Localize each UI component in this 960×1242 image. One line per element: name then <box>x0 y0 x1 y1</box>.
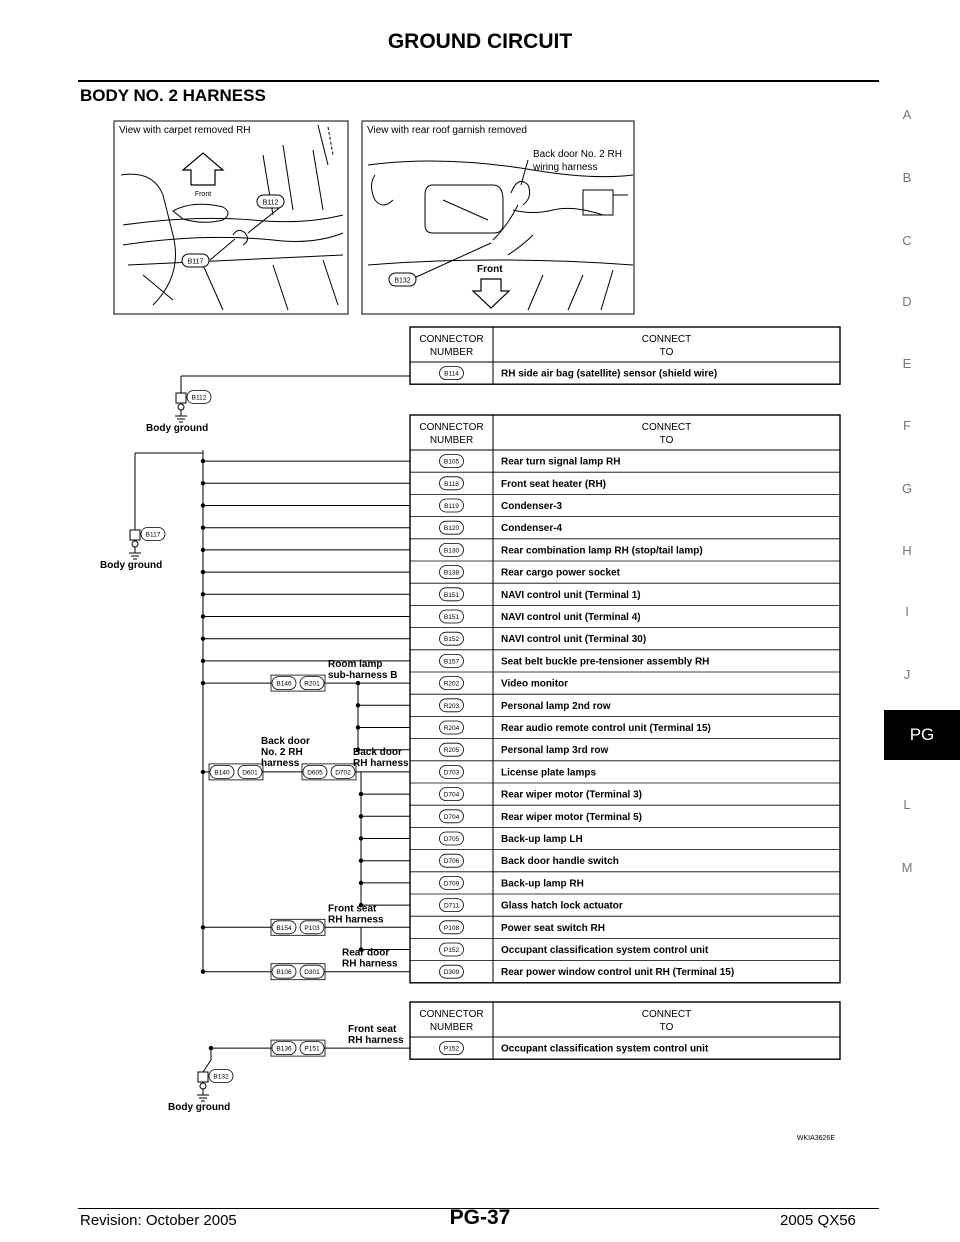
side-index-l[interactable]: L <box>903 797 911 812</box>
connector-label: B151 <box>443 614 460 621</box>
sub-harness-label: RH harness <box>328 914 384 926</box>
roof-garnish-removed-view <box>362 121 634 314</box>
connector-label: D706 <box>443 858 460 866</box>
connector-tag <box>300 1042 324 1055</box>
sub-harness-label: RH harness <box>342 958 398 970</box>
sub-harness-label: Front seat <box>348 1024 397 1036</box>
connector-label: B117 <box>145 531 161 539</box>
connect-to-text: Rear wiper motor (Terminal 5) <box>501 811 642 823</box>
header-connector-number: CONNECTOR <box>419 422 484 433</box>
body-ground-symbol <box>146 391 211 435</box>
connector-label: B140 <box>214 769 230 777</box>
connector-tag <box>238 765 262 778</box>
table-row <box>440 499 563 512</box>
section-tab-pg[interactable] <box>884 710 960 760</box>
figure-code: WKIA3626E <box>796 1135 835 1142</box>
connector-tag <box>440 943 464 956</box>
connector-tag <box>440 566 464 579</box>
table-row <box>440 677 569 690</box>
connector-tag <box>440 610 464 623</box>
right-callout-line1: Back door No. 2 RH <box>533 149 622 160</box>
connector-tag <box>440 899 464 912</box>
sub-harness-label: Front seat <box>328 903 377 915</box>
connector-tag <box>210 765 234 778</box>
connector-tag <box>141 528 165 541</box>
connector-label: B119 <box>444 503 459 510</box>
connector-label: D702 <box>335 769 351 777</box>
ground-label: Body ground <box>146 423 209 434</box>
side-index-j[interactable]: J <box>903 667 911 682</box>
connector-tag <box>440 699 464 712</box>
connector-tag <box>440 832 464 845</box>
header-connect-to: TO <box>659 435 674 446</box>
sub-harness-label: RH harness <box>353 757 409 769</box>
connect-to-text: NAVI control unit (Terminal 1) <box>501 589 641 601</box>
side-index-c[interactable]: C <box>902 233 912 248</box>
connector-tag <box>440 543 464 556</box>
connector-tag <box>440 654 464 667</box>
side-index-e[interactable]: E <box>902 356 912 371</box>
connector-label: D709 <box>443 880 460 888</box>
connect-to-text: Rear wiper motor (Terminal 3) <box>501 789 642 801</box>
revision-text: Revision: October 2005 <box>80 1212 237 1229</box>
connect-to-text: Personal lamp 2nd row <box>501 700 611 712</box>
connect-to-text: NAVI control unit (Terminal 4) <box>501 612 641 623</box>
sub-harness-label: Back door <box>353 746 402 758</box>
side-index-a[interactable]: A <box>902 107 912 122</box>
connector-tables <box>410 327 840 1059</box>
connect-to-text: Glass hatch lock actuator <box>501 900 623 912</box>
page-number: PG-37 <box>449 1206 511 1229</box>
connector-label: B152 <box>443 636 460 644</box>
header-connect-to: CONNECT <box>641 1009 692 1020</box>
connector-tag <box>440 921 464 934</box>
connector-label: D711 <box>443 902 460 910</box>
side-index-f[interactable]: F <box>903 418 911 433</box>
connector-label: R201 <box>304 680 320 688</box>
connector-label: B105 <box>443 458 460 466</box>
table-b132 <box>410 1002 840 1059</box>
connector-tag <box>440 810 464 823</box>
sub-harness-label: No. 2 RH <box>261 746 303 758</box>
right-view-caption: View with rear roof garnish removed <box>367 125 527 136</box>
connect-to-text: Back-up lamp LH <box>501 834 583 845</box>
table-row <box>440 521 563 534</box>
connector-tag <box>272 677 296 690</box>
left-front-label: Front <box>194 191 212 198</box>
table-row <box>440 876 584 889</box>
sub-harness-label: Back door <box>261 735 310 747</box>
header-connect-to: TO <box>659 1022 674 1033</box>
connect-to-text: RH side air bag (satellite) sensor (shield wire) <box>501 368 718 380</box>
connect-to-text: NAVI control unit (Terminal 30) <box>501 634 647 646</box>
connector-tag <box>440 455 464 468</box>
connector-label: D704 <box>443 791 460 799</box>
connect-to-text: Occupant classification system control unit <box>501 1043 709 1055</box>
connector-label: D301 <box>304 969 320 977</box>
connector-tag <box>440 721 464 734</box>
connect-to-text: Rear audio remote control unit (Terminal 15) <box>501 723 711 734</box>
section-tab-label: PG <box>909 725 935 744</box>
wiring-figure <box>100 115 842 1155</box>
header-connect-to: TO <box>659 347 674 358</box>
side-index-b[interactable]: B <box>902 170 912 185</box>
connector-label: D601 <box>242 769 258 777</box>
sub-harness-label: harness <box>261 757 300 769</box>
connector-label: R203 <box>443 702 460 710</box>
connector-label: B117 <box>187 258 204 266</box>
carpet-removed-view <box>114 121 348 314</box>
connector-tag-b117 <box>182 254 209 267</box>
connect-to-text: Condenser-3 <box>501 501 563 512</box>
right-front-label: Front <box>477 264 503 275</box>
side-index-g[interactable]: G <box>901 481 913 496</box>
connect-to-text: Back-up lamp RH <box>501 878 584 890</box>
connect-to-text: Occupant classification system control unit <box>501 945 709 956</box>
connector-label: B146 <box>276 680 292 688</box>
header-connector-number: NUMBER <box>429 347 474 358</box>
connect-to-text: Back door handle switch <box>501 856 619 868</box>
connector-label: B130 <box>443 547 460 555</box>
connector-label: B114 <box>444 370 459 378</box>
connector-label: B132 <box>394 277 411 285</box>
connector-tag <box>331 765 355 778</box>
connect-to-text: License plate lamps <box>501 767 597 779</box>
connector-label: D605 <box>307 769 323 777</box>
connect-to-text: Video monitor <box>501 678 569 690</box>
body-ground-symbol <box>100 528 165 572</box>
side-index-h[interactable]: H <box>902 543 912 558</box>
sub-harness-label: RH harness <box>348 1035 404 1047</box>
connector-tag <box>300 921 324 934</box>
connector-label: D309 <box>443 969 460 977</box>
connector-label: B132 <box>213 1073 229 1081</box>
page-title: GROUND CIRCUIT <box>387 30 573 53</box>
connect-to-text: Seat belt buckle pre-tensioner assembly RH <box>501 656 710 668</box>
connector-label: B157 <box>443 658 460 666</box>
connector-label: B154 <box>276 924 292 932</box>
header-connector-number: CONNECTOR <box>419 334 484 345</box>
header-connect-to: CONNECT <box>641 334 692 345</box>
connector-tag-b112 <box>257 195 284 208</box>
connect-to-text: Rear power window control unit RH (Terminal 15) <box>501 967 735 979</box>
connector-tag <box>440 854 464 867</box>
connector-label: P151 <box>304 1045 320 1053</box>
connector-tag <box>440 765 464 778</box>
sub-harness-label: sub-harness B <box>328 670 398 682</box>
connector-tag <box>440 521 464 534</box>
connector-tag-b132 <box>389 273 416 286</box>
connect-to-text: Rear turn signal lamp RH <box>501 456 621 468</box>
connector-tag <box>440 588 464 601</box>
connect-to-text: Power seat switch RH <box>501 922 605 934</box>
connector-tag <box>300 965 324 978</box>
connector-tag <box>272 965 296 978</box>
connector-tag <box>272 921 296 934</box>
section-title: BODY NO. 2 HARNESS <box>80 86 266 105</box>
connector-tag <box>440 632 464 645</box>
left-view-caption: View with carpet removed RH <box>119 125 251 136</box>
wiring-lines <box>100 376 410 1113</box>
connector-tag <box>440 743 464 756</box>
connect-to-text: Condenser-4 <box>501 523 563 535</box>
connector-tag <box>272 1042 296 1055</box>
sub-harness-label: Rear door <box>342 947 390 959</box>
header-connect-to: CONNECT <box>641 422 692 433</box>
connector-label: R204 <box>443 725 460 732</box>
connector-label: B151 <box>443 591 460 599</box>
side-index-d[interactable]: D <box>902 294 912 309</box>
connector-tag <box>440 788 464 801</box>
connect-to-text: Rear combination lamp RH (stop/tail lamp) <box>501 545 703 557</box>
sub-harness-label: Room lamp <box>328 659 383 671</box>
connector-label: D705 <box>443 836 460 843</box>
connector-label: B106 <box>276 969 292 977</box>
header-connector-number: NUMBER <box>429 1022 474 1033</box>
connector-label: B112 <box>191 394 207 402</box>
ground-label: Body ground <box>100 560 163 571</box>
connector-tag <box>300 677 324 690</box>
right-callout-line2: wiring harness <box>533 162 598 173</box>
ground-label: Body ground <box>168 1102 231 1113</box>
connector-label: B120 <box>443 525 460 533</box>
connector-label: P152 <box>443 1045 460 1053</box>
table-row <box>440 832 583 845</box>
connect-to-text: Personal lamp 3rd row <box>501 745 609 757</box>
connector-label: B112 <box>262 199 279 207</box>
connector-tag <box>440 876 464 889</box>
connect-to-text: Rear cargo power socket <box>501 567 620 579</box>
connector-label: D703 <box>443 769 460 777</box>
connector-label: R202 <box>443 680 460 688</box>
connector-tag <box>440 1042 464 1055</box>
connector-label: P108 <box>443 924 460 932</box>
side-index-i[interactable]: I <box>905 604 909 619</box>
connector-tag <box>187 391 211 404</box>
body-ground-symbol <box>168 1070 233 1114</box>
connector-tag <box>440 965 464 978</box>
table-b117 <box>410 415 840 983</box>
connector-label: B118 <box>444 480 459 488</box>
connector-label: B136 <box>276 1045 292 1053</box>
connect-to-text: Front seat heater (RH) <box>501 478 607 490</box>
table-b112 <box>410 327 840 384</box>
connector-label: R205 <box>443 747 460 755</box>
model-text: 2005 QX56 <box>780 1212 856 1229</box>
connector-tag <box>440 677 464 690</box>
connector-tag <box>440 367 464 380</box>
connector-tag <box>303 765 327 778</box>
connector-label: P152 <box>443 947 460 954</box>
side-index-m[interactable]: M <box>901 860 913 875</box>
header-rule <box>78 80 879 82</box>
connector-label: P103 <box>304 924 320 932</box>
connector-tag <box>440 499 464 512</box>
header-connector-number: NUMBER <box>429 435 474 446</box>
header-connector-number: CONNECTOR <box>419 1009 484 1020</box>
connector-tag <box>209 1070 233 1083</box>
connector-label: D704 <box>443 813 460 821</box>
connector-label: B138 <box>443 569 460 577</box>
connector-tag <box>440 477 464 490</box>
